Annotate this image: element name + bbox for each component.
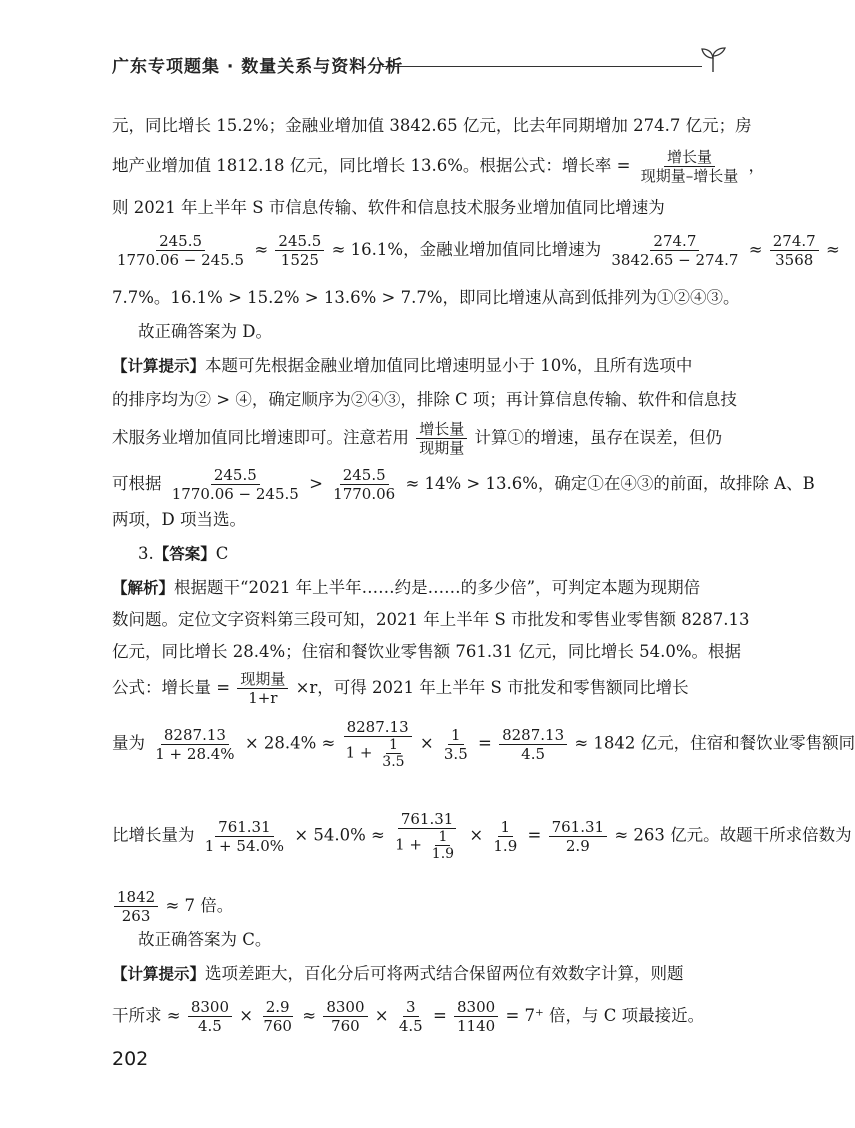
text-segment: 术服务业增加值同比增速即可。注意若用 xyxy=(112,428,409,447)
text-segment: = 7⁺ 倍，与 C 项最接近。 xyxy=(505,1006,705,1025)
text-segment: ， xyxy=(748,156,765,175)
text-line-formula xyxy=(112,888,233,925)
text-segment: 计算①的增速，虽存在误差，但仍 xyxy=(474,428,723,447)
running-header xyxy=(112,46,732,76)
text-segment: × 28.4% ≈ xyxy=(244,733,336,753)
fraction-denominator: 1770.06 − 245.5 xyxy=(117,251,245,269)
answer-value: C xyxy=(215,544,229,563)
fraction-numerator: 1 xyxy=(448,726,464,745)
text-segment: × 54.0% ≈ xyxy=(294,825,385,845)
text-line: 的排序均为② > ④，确定顺序为②④③，排除 C 项；再计算信息传输、软件和信息技 xyxy=(112,390,737,409)
text-line: 元，同比增长 15.2%；金融业增加值 3842.65 亿元，比去年同期增加 274.7 亿元；房 xyxy=(112,116,752,135)
page-number: 202 xyxy=(112,1048,149,1070)
fraction-denominator: 4.5 xyxy=(398,1017,423,1035)
text-line xyxy=(112,962,684,986)
text-segment: ×r，可得 2021 年上半年 S 市批发和零售额同比增长 xyxy=(295,678,689,697)
text-segment: = xyxy=(432,1006,447,1025)
text-segment: ≈ 16.1%，金融业增加值同比增速为 xyxy=(331,240,602,259)
text-segment: 本题可先根据金融业增加值同比增速明显小于 10%，且所有选项中 xyxy=(205,356,693,375)
fraction xyxy=(188,998,232,1035)
text-segment: ≈ 1842 亿元，住宿和餐饮业零售额同 xyxy=(574,733,855,753)
text-segment: 比增长量为 xyxy=(112,825,195,845)
text-segment: = xyxy=(478,733,492,753)
fraction-numerator: 274.7 xyxy=(770,232,819,251)
text-line-formula xyxy=(112,420,722,457)
fraction-numerator: 274.7 xyxy=(650,232,699,251)
fraction-denominator: 3842.65 − 274.7 xyxy=(611,251,739,269)
fraction-denominator: 760 xyxy=(263,1017,292,1035)
fraction-numerator: 增长量 xyxy=(416,420,467,439)
text-segment: 根据题干“2021 年上半年……约是……的多少倍”，可判定本题为现期倍 xyxy=(174,578,701,597)
text-line: 数问题。定位文字资料第三段可知，2021 年上半年 S 市批发和零售业零售额 8287.13 xyxy=(112,610,750,629)
text-segment: 地产业增加值 1812.18 亿元，同比增长 13.6%。根据公式：增长率 = xyxy=(112,156,631,175)
fraction xyxy=(490,818,520,855)
text-line: 两项，D 项当选。 xyxy=(112,510,246,529)
fraction xyxy=(608,232,741,269)
text-segment: ≈ 263 亿元。故题干所求倍数为 xyxy=(614,825,852,845)
fraction xyxy=(330,466,398,503)
analysis-tag: 【解析】 xyxy=(112,579,175,597)
nested-fraction xyxy=(429,829,457,862)
text-line-formula xyxy=(112,718,855,770)
text-line-formula xyxy=(112,466,815,503)
text-segment: ≈ xyxy=(825,240,840,259)
fraction-growth-amount-formula xyxy=(237,670,288,707)
header-title: 广东专项题集 · 数量关系与资料分析 xyxy=(112,57,404,77)
fraction-numerator: 245.5 xyxy=(156,232,205,251)
text-segment: 1 + xyxy=(345,743,373,762)
text-line-formula xyxy=(112,810,852,862)
text-segment: 选项差距大，百化分后可将两式结合保留两位有效数字计算，则题 xyxy=(205,964,684,983)
fraction-denominator: 1+r xyxy=(248,689,278,707)
fraction-denominator: 现期量 xyxy=(419,439,465,457)
fraction-numerator: 8287.13 xyxy=(161,726,229,745)
calc-tip-tag: 【计算提示】 xyxy=(112,965,206,983)
fraction-numerator: 761.31 xyxy=(215,818,274,837)
fraction-numerator: 3 xyxy=(403,998,419,1017)
fraction xyxy=(549,818,608,855)
text-segment: 1 + xyxy=(395,835,423,854)
fraction-denominator: 现期量–增长量 xyxy=(640,167,739,185)
fraction xyxy=(152,726,237,763)
fraction-numerator: 增长量 xyxy=(664,148,715,167)
fraction-numerator: 761.31 xyxy=(398,810,457,829)
fraction-numerator: 8287.13 xyxy=(344,718,412,737)
question-answer-line xyxy=(138,542,228,566)
text-line xyxy=(112,576,700,600)
fraction-denominator: 1140 xyxy=(457,1017,496,1035)
text-line-formula xyxy=(112,232,840,269)
fraction-denominator: 1770.06 xyxy=(333,485,396,503)
fraction-denominator: 4.5 xyxy=(197,1017,222,1035)
fraction-denominator: 263 xyxy=(121,907,151,925)
text-segment: 量为 xyxy=(112,733,145,753)
fraction-denominator: 1 + 28.4% xyxy=(155,744,235,763)
text-segment: ≈ 14% > 13.6%，确定①在④③的前面，故排除 A、B xyxy=(405,474,815,493)
fraction xyxy=(770,232,819,269)
fraction-numerator: 245.5 xyxy=(340,466,389,485)
fraction xyxy=(343,718,413,770)
fraction-denominator: 3.5 xyxy=(443,744,468,763)
header-rule xyxy=(382,66,702,67)
fraction-denominator: 4.5 xyxy=(521,744,546,763)
text-segment: ≈ xyxy=(748,240,763,259)
fraction xyxy=(396,998,426,1035)
fraction-denominator: 760 xyxy=(331,1017,360,1035)
fraction-ratio xyxy=(114,888,158,925)
fraction-numerator: 8300 xyxy=(454,998,498,1017)
fraction xyxy=(454,998,498,1035)
fraction-numerator: 2.9 xyxy=(263,998,293,1017)
fraction xyxy=(416,420,467,457)
text-segment: = xyxy=(527,825,542,845)
text-segment: × xyxy=(239,1006,254,1025)
text-segment: × xyxy=(469,825,484,845)
text-line-formula xyxy=(112,148,765,185)
text-segment: × xyxy=(419,733,434,753)
fraction-numerator: 761.31 xyxy=(549,818,608,837)
fraction-numerator: 245.5 xyxy=(275,232,324,251)
fraction-denominator: 1.9 xyxy=(431,846,455,862)
nested-fraction xyxy=(379,737,407,770)
text-segment: 公式：增长量 = xyxy=(112,678,231,697)
text-line: 则 2021 年上半年 S 市信息传输、软件和信息技术服务业增加值同比增速为 xyxy=(112,198,665,217)
answer-line: 故正确答案为 C。 xyxy=(138,930,272,949)
text-segment: ≈ xyxy=(254,240,269,259)
fraction xyxy=(260,998,295,1035)
fraction-denominator-compound xyxy=(392,829,462,862)
fraction-numerator: 1 xyxy=(386,737,401,754)
fraction-numerator: 1842 xyxy=(114,888,158,907)
fraction-denominator: 1525 xyxy=(280,251,319,269)
text-segment: > xyxy=(309,474,323,493)
sprout-icon xyxy=(698,46,728,74)
fraction xyxy=(392,810,462,862)
fraction-numerator: 1 xyxy=(498,818,514,837)
text-line xyxy=(112,354,692,378)
fraction xyxy=(323,998,367,1035)
text-segment: 可根据 xyxy=(112,474,162,493)
text-segment: × xyxy=(374,1006,389,1025)
answer-line: 故正确答案为 D。 xyxy=(138,322,272,341)
text-segment: ≈ xyxy=(302,1006,317,1025)
fraction-growth-rate-formula xyxy=(638,148,742,185)
text-line-formula xyxy=(112,670,689,707)
fraction xyxy=(114,232,247,269)
fraction-denominator: 3.5 xyxy=(382,754,405,770)
fraction-numerator: 现期量 xyxy=(237,670,288,689)
fraction xyxy=(441,726,471,763)
fraction xyxy=(275,232,324,269)
text-line-formula xyxy=(112,998,704,1035)
fraction xyxy=(169,466,302,503)
text-line: 7.7%。16.1% > 15.2% > 13.6% > 7.7%，即同比增速从高到低排列为①②④③。 xyxy=(112,288,740,307)
fraction-numerator: 245.5 xyxy=(211,466,260,485)
fraction-denominator-compound xyxy=(343,737,413,770)
fraction-numerator: 8300 xyxy=(323,998,367,1017)
fraction-denominator: 2.9 xyxy=(565,836,590,855)
text-segment: 干所求 ≈ xyxy=(112,1006,181,1025)
fraction-numerator: 1 xyxy=(435,829,450,846)
fraction-numerator: 8300 xyxy=(188,998,232,1017)
fraction-denominator: 1 + 54.0% xyxy=(204,836,285,855)
text-segment: ≈ 7 倍。 xyxy=(165,896,234,915)
fraction-numerator: 8287.13 xyxy=(499,726,567,745)
fraction xyxy=(202,818,287,855)
calc-tip-tag: 【计算提示】 xyxy=(112,357,206,375)
fraction-denominator: 1.9 xyxy=(493,836,518,855)
fraction-denominator: 1770.06 − 245.5 xyxy=(171,485,299,503)
fraction-denominator: 3568 xyxy=(775,251,814,269)
text-line: 亿元，同比增长 28.4%；住宿和餐饮业零售额 761.31 亿元，同比增长 54.0%。根据 xyxy=(112,642,742,661)
fraction xyxy=(499,726,567,763)
question-number: 3. xyxy=(138,544,154,563)
answer-tag: 【答案】 xyxy=(153,545,216,563)
